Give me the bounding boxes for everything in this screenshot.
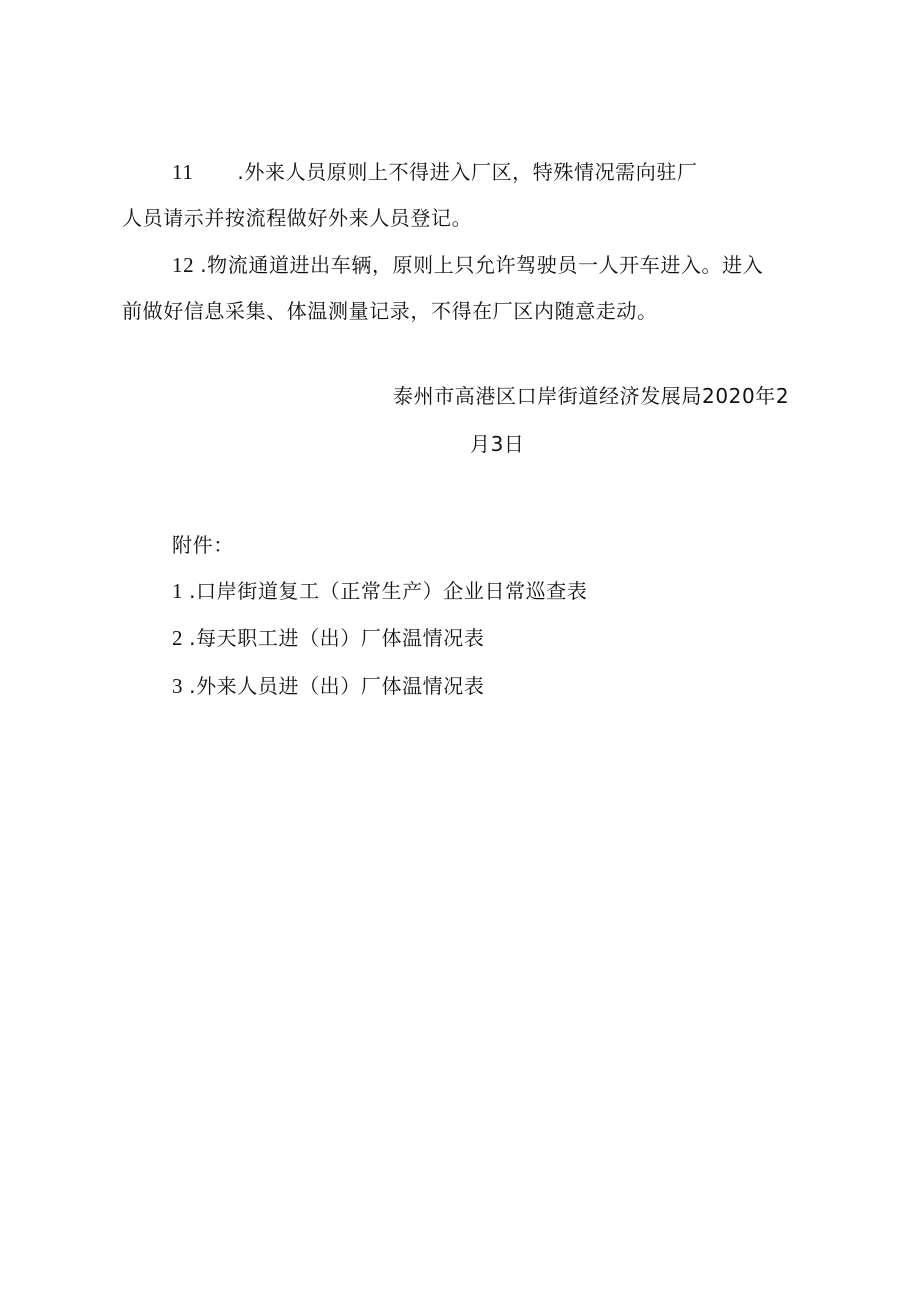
attachments-heading: 附件： bbox=[172, 533, 234, 557]
item-11-line-1 bbox=[172, 160, 698, 184]
attachment-item-2 bbox=[172, 626, 484, 650]
item-12-text: .物流通道进出车辆，原则上只允许驾驶员一人开车进入。进入 bbox=[200, 253, 764, 277]
attachment-item-3 bbox=[172, 674, 484, 698]
item-12-line-1 bbox=[172, 253, 763, 277]
item-12-number: 12 bbox=[172, 253, 195, 277]
attachment-1-text: .口岸街道复工（正常生产）企业日常巡查表 bbox=[189, 579, 588, 603]
attachment-2-number: 2 bbox=[172, 626, 184, 650]
signature-date-line: 月3日 bbox=[470, 432, 525, 456]
item-12-line-2: 前做好信息采集、体温测量记录，不得在厂区内随意走动。 bbox=[122, 299, 658, 323]
attachment-3-text: .外来人员进（出）厂体温情况表 bbox=[189, 674, 485, 698]
signature-line-1: 泰州市高港区口岸街道经济发展局2020年2 bbox=[393, 384, 790, 408]
attachment-1-number: 1 bbox=[172, 579, 184, 603]
item-11-line-2: 人员请示并按流程做好外来人员登记。 bbox=[122, 206, 473, 230]
item-11-text: .外来人员原则上不得进入厂区，特殊情况需向驻厂 bbox=[237, 160, 698, 184]
item-11-number: 11 bbox=[172, 160, 194, 184]
attachment-3-number: 3 bbox=[172, 674, 184, 698]
attachment-item-1 bbox=[172, 579, 587, 603]
attachment-2-text: .每天职工进（出）厂体温情况表 bbox=[189, 626, 485, 650]
